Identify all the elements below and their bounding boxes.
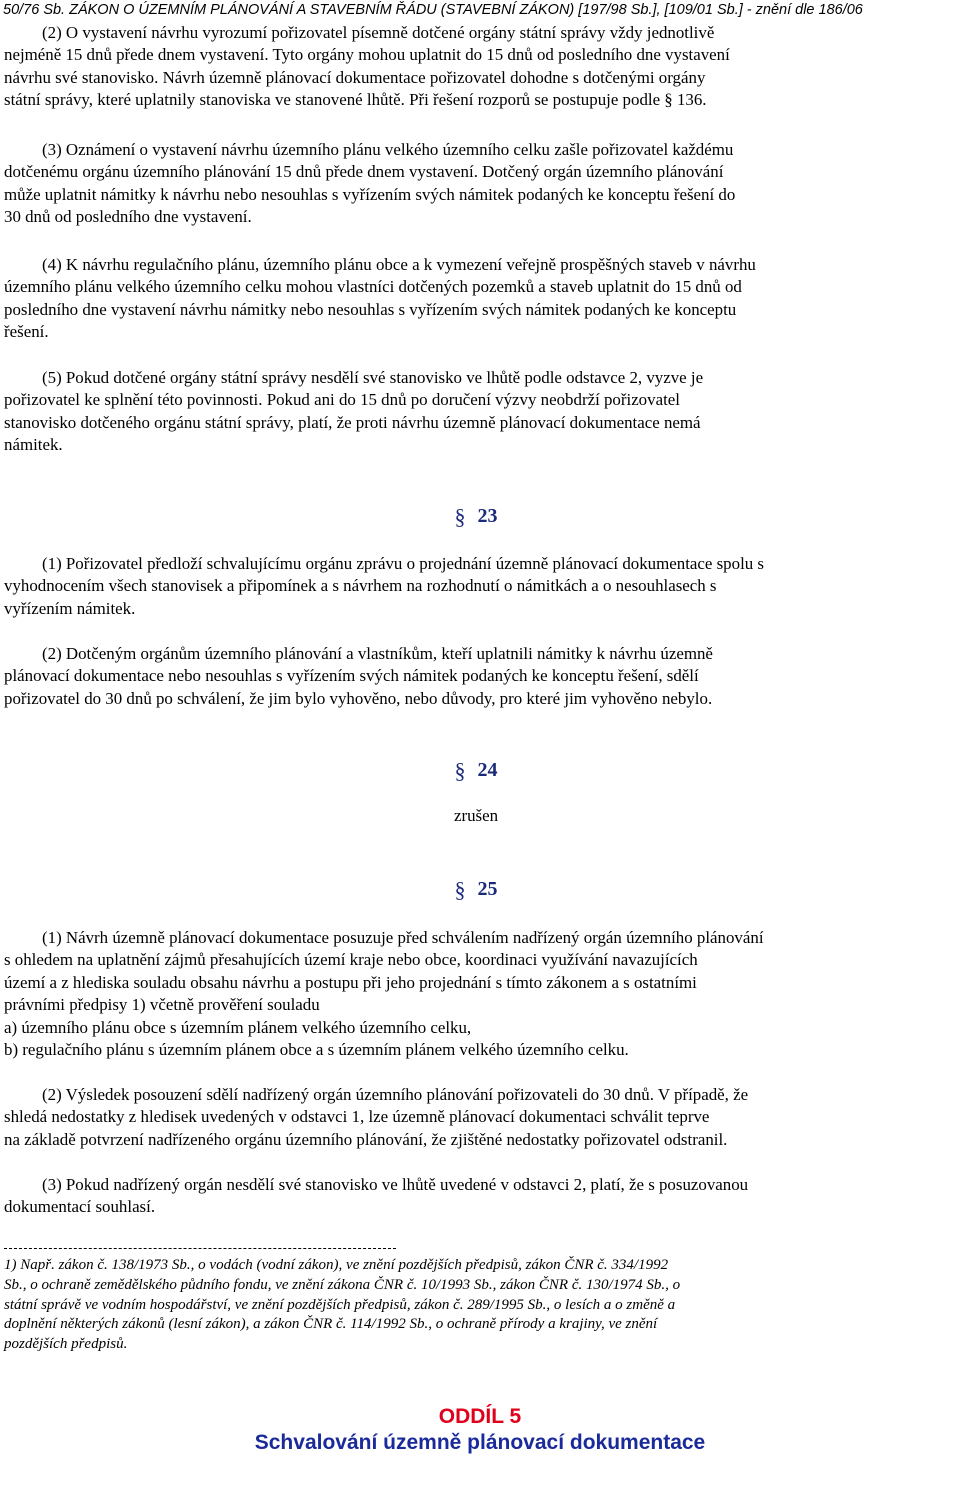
paragraph-4 — [4, 254, 756, 344]
text-line: b) regulačního plánu s územním plánem obce a s územním plánem velkého územního celku. — [4, 1040, 629, 1060]
text-line: může uplatnit námitky k návrhu nebo nesouhlas s vyřízením svých námitek podaných ke konceptu řešení do — [4, 184, 736, 204]
section-23-heading — [0, 504, 952, 530]
paragraph-5 — [4, 367, 703, 457]
division-subtitle: Schvalování územně plánovací dokumentace — [254, 1431, 706, 1454]
footnote-separator — [4, 1248, 396, 1249]
section-number: 24 — [477, 759, 498, 781]
text-line: shledá nedostatky z hledisek uvedených v odstavci 1, lze územně plánovací dokumentaci schválit teprve — [4, 1107, 710, 1127]
text-line: posledního dne vystavení návrhu námitky nebo nesouhlas s vyřízením svých námitek podaných ke konceptu — [4, 299, 737, 319]
text-line: návrhu své stanovisko. Návrh územně plánovací dokumentace pořizovatel dohodne s dotčenými orgány — [4, 67, 706, 87]
text-line: na základě potvrzení nadřízeného orgánu územního plánování, že zjištěné nedostatky pořizovatel odstranil. — [4, 1129, 728, 1149]
text-line: pořizovatel ke splnění této povinnosti. Pokud ani do 15 dnů po doručení výzvy neobdrží pořizovatel — [4, 390, 680, 410]
section-24-heading — [0, 758, 952, 784]
paragraph-3 — [4, 139, 735, 229]
division-title: ODDÍL 5 — [438, 1405, 522, 1428]
text-line: území a z hlediska souladu obsahu návrhu a postupu při jeho projednání s tímto zákonem a s ostatními — [4, 972, 697, 992]
text-line: pořizovatel do 30 dnů po schválení, že jim bylo vyhověno, nebo důvody, pro které jim vyhověno nebylo. — [4, 688, 713, 708]
footnote-line: pozdějších předpisů. — [4, 1336, 128, 1353]
section-mark: § — [454, 504, 466, 529]
text-line: (2) O vystavení návrhu vyrozumí pořizovatel písemně dotčené orgány státní správy vždy jednotlivě — [42, 23, 715, 42]
text-line: dotčenému orgánu územního plánování 15 dnů přede dnem vystavení. Dotčený orgán územního plánování — [4, 162, 724, 182]
section-number: 23 — [477, 505, 498, 527]
section-25-paragraph-1 — [4, 927, 764, 1061]
footnote-line: doplnění některých zákonů (lesní zákon), a zákon ČNR č. 114/1992 Sb., o ochraně přírody a krajiny, ve znění — [4, 1316, 658, 1333]
section-25-heading — [0, 877, 952, 903]
section-25-paragraph-3 — [4, 1174, 748, 1219]
text-line: (1) Návrh územně plánovací dokumentace posuzuje před schválením nadřízený orgán územního plánování — [42, 928, 764, 947]
footnote — [4, 1256, 956, 1355]
text-line: (1) Pořizovatel předloží schvalujícímu orgánu zprávu o projednání územně plánovací dokumentace spolu s — [42, 554, 765, 573]
text-line: vyhodnocením všech stanovisek a připomínek a s návrhem na rozhodnutí o námitkách a o nesouhlasech s — [4, 576, 717, 596]
footnote-line: 1) Např. zákon č. 138/1973 Sb., o vodách (vodní zákon), ve znění pozdějších předpisů, zákon ČNR č. 334/1992 — [4, 1257, 669, 1273]
page-header — [3, 0, 960, 20]
section-mark: § — [454, 877, 466, 902]
text-line: územního plánu velkého územního celku mohou vlastníci dotčených pozemků a staveb uplatnit do 15 dnů od — [4, 277, 742, 297]
text-line: 30 dnů od posledního dne vystavení. — [4, 207, 252, 227]
text-line: stanovisko dotčeného orgánu státní správy, platí, že proti návrhu územně plánovací dokumentace nemá — [4, 412, 701, 432]
text-line: (2) Výsledek posouzení sdělí nadřízený orgán územního plánování pořizovateli do 30 dnů. V případě, že — [42, 1085, 749, 1104]
text-line: dokumentací souhlasí. — [4, 1197, 156, 1217]
text-line: (3) Oznámení o vystavení návrhu územního plánu velkého územního celku zašle pořizovatel každému — [42, 140, 734, 159]
section-mark: § — [454, 758, 466, 783]
footnote-line: Sb., o ochraně zemědělského půdního fondu, ve znění zákona ČNR č. 10/1993 Sb., zákon ČNR č. 130/1974 Sb., o — [4, 1276, 681, 1293]
section-23-paragraph-2 — [4, 643, 713, 710]
text-line: právními předpisy 1) včetně prověření souladu — [4, 995, 320, 1015]
text-line: vyřízením námitek. — [4, 598, 136, 618]
text-line: (2) Dotčeným orgánům územního plánování a vlastníkům, kteří uplatnili námitky k návrhu územně — [42, 644, 713, 663]
text-line: plánovací dokumentace nebo nesouhlas s vyřízením svých námitek podaných ke konceptu řešení, sdělí — [4, 666, 699, 686]
paragraph-2 — [4, 22, 730, 112]
text-line: (5) Pokud dotčené orgány státní správy nesdělí své stanovisko ve lhůtě podle odstavce 2, vyzve je — [42, 368, 704, 387]
section-number: 25 — [477, 878, 498, 900]
footnote-line: státní správě ve vodním hospodářství, ve znění pozdějších předpisů, zákon č. 289/1995 Sb., o lesích a o změně a — [4, 1296, 676, 1313]
text-line: nejméně 15 dnů přede dnem vystavení. Tyto orgány mohou uplatnit do 15 dnů od posledního dne vystavení — [4, 45, 730, 65]
header-text: 50/76 Sb. ZÁKON O ÚZEMNÍM PLÁNOVÁNÍ A STAVEBNÍM ŘÁDU (STAVEBNÍ ZÁKON) [197/98 Sb.], [109/01 Sb.] - znění dle 186/06 — [3, 2, 863, 18]
text-line: státní správy, které uplatnily stanoviska ve stanovené lhůtě. Při řešení rozporů se postupuje podle § 136. — [4, 90, 707, 110]
text-line: (4) K návrhu regulačního plánu, územního plánu obce a k vymezení veřejně prospěšných staveb v návrhu — [42, 255, 756, 274]
text-line: a) územního plánu obce s územním plánem velkého územního celku, — [4, 1017, 472, 1037]
section-24-repealed: zrušen — [453, 806, 499, 825]
text-line: (3) Pokud nadřízený orgán nesdělí své stanovisko ve lhůtě uvedené v odstavci 2, platí, že s posuzovanou — [42, 1175, 749, 1194]
text-line: námitek. — [4, 435, 63, 455]
text-line: řešení. — [4, 322, 49, 342]
section-23-paragraph-1 — [4, 553, 764, 620]
section-25-paragraph-2 — [4, 1084, 748, 1151]
text-line: s ohledem na uplatnění zájmů přesahujících území kraje nebo obce, koordinaci využívání navazujících — [4, 950, 698, 970]
